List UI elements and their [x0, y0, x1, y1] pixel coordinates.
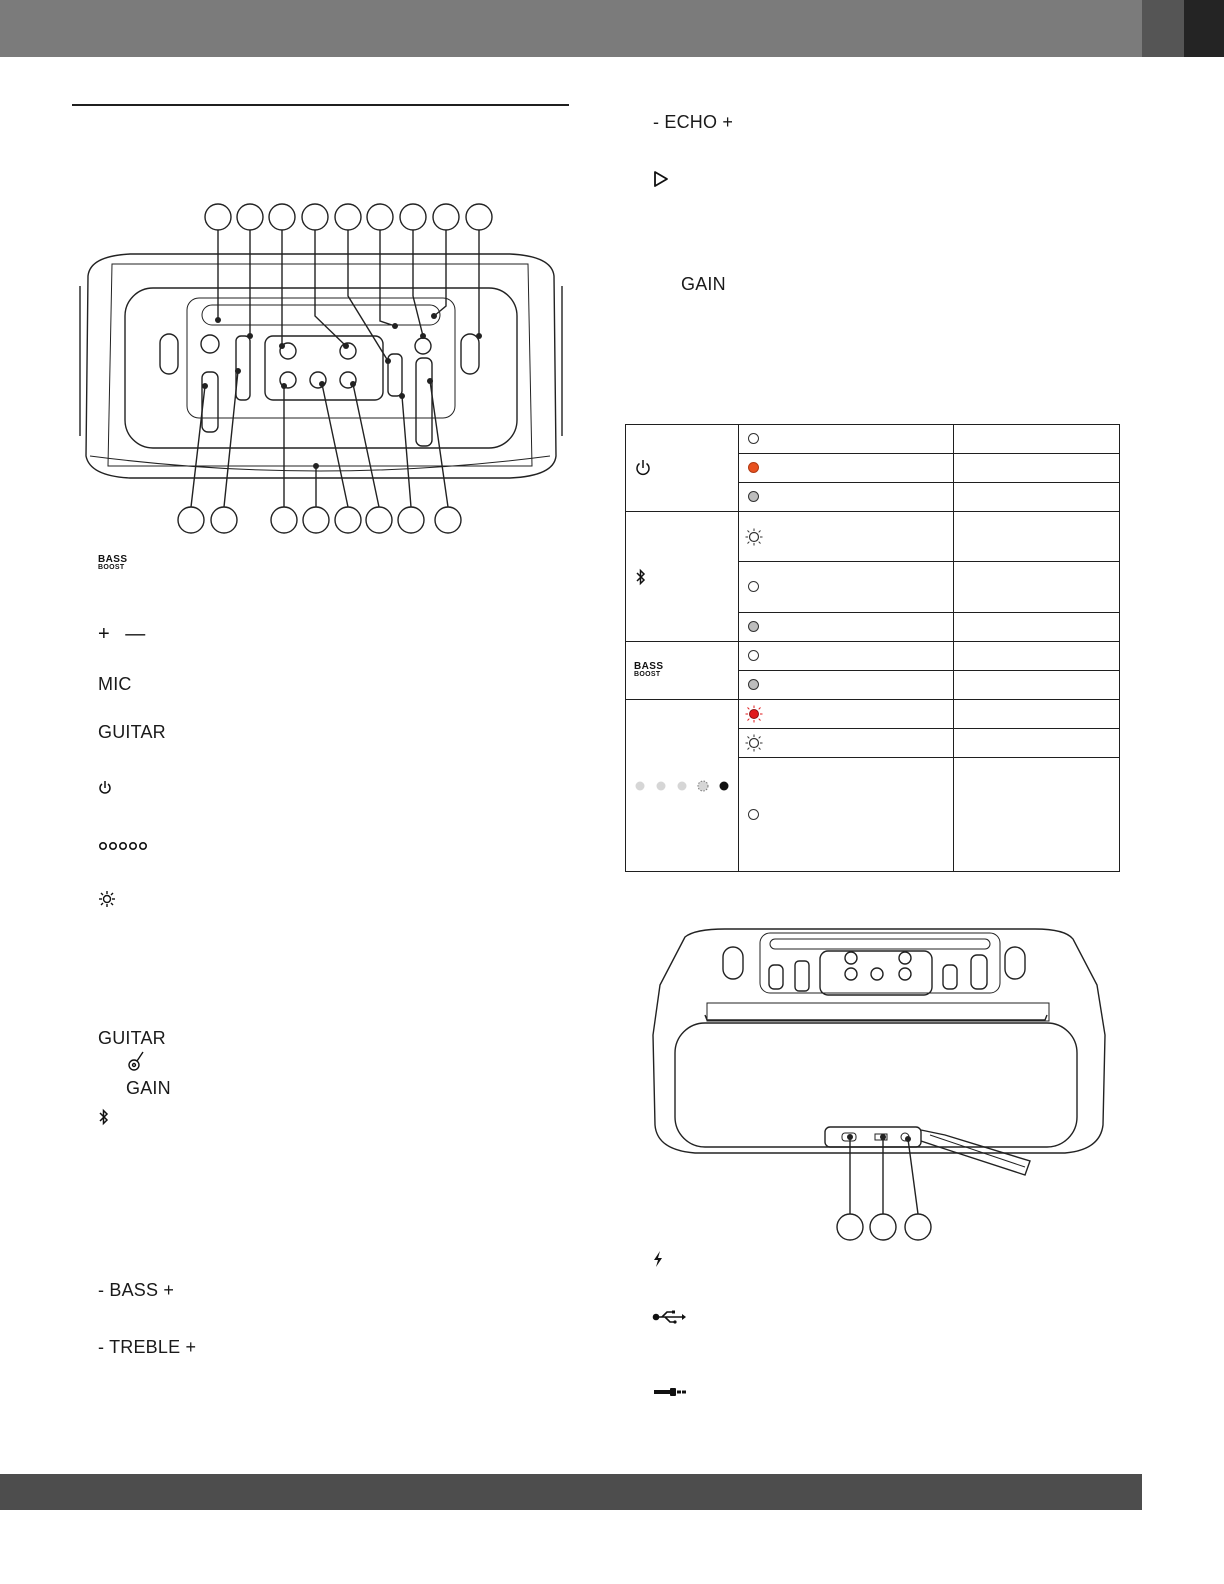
callout-circles-bottom [178, 507, 461, 533]
bluetooth-icon [98, 1108, 110, 1126]
header-tab [1142, 0, 1184, 57]
usb-icon [652, 1310, 686, 1324]
echo-label: - ECHO + [653, 112, 734, 132]
five-level-dots-icon [634, 779, 730, 793]
speaker-back-view-illustration [645, 925, 1110, 1245]
bass-label: - BASS + [98, 1280, 175, 1300]
led-white-dot [748, 581, 759, 592]
led-status-table [625, 424, 1120, 872]
volume-minus-icon: — [125, 623, 146, 645]
power-led-cell [626, 425, 739, 512]
charge-icon [652, 1250, 664, 1268]
aux-icon [652, 1386, 688, 1398]
led-white-dot [748, 809, 759, 820]
bass-boost-led-cell [626, 642, 739, 700]
light-level-led-cell [626, 700, 739, 872]
bass-boost-logo [634, 660, 738, 679]
led-white-sun-icon [745, 734, 763, 752]
led-orange-dot [748, 462, 759, 473]
volume-plus-icon: + [98, 623, 110, 645]
section-rule [72, 104, 569, 106]
led-grey-dot [748, 679, 759, 690]
five-dots-icon [98, 840, 150, 852]
volume-icons [98, 623, 145, 646]
light-icon [98, 890, 116, 908]
gain-label-left: GAIN [126, 1078, 171, 1098]
speaker-top-view-illustration [70, 196, 570, 541]
bluetooth-led-cell [626, 512, 739, 642]
treble-label: - TREBLE + [98, 1337, 197, 1357]
bass-boost-logo [98, 556, 127, 572]
bluetooth-icon [635, 568, 647, 586]
led-white-dot [748, 650, 759, 661]
guitar-label: GUITAR [98, 722, 166, 742]
bass-boost-logo-line1: BASS [98, 554, 128, 565]
led-grey-dot [748, 491, 759, 502]
power-icon [635, 459, 651, 477]
guitar-label-2: GUITAR [98, 1028, 166, 1048]
led-grey-dot [748, 621, 759, 632]
led-red-sun-icon [745, 705, 763, 723]
header-tab-dark [1184, 0, 1224, 57]
header-band [0, 0, 1142, 57]
led-white-sun-icon [745, 528, 763, 546]
bass-boost-logo-line1: BASS [634, 660, 664, 672]
callout-circles-top [205, 204, 492, 230]
play-icon [653, 170, 669, 188]
mic-label: MIC [98, 674, 132, 694]
bass-boost-logo-line2: BOOST [634, 670, 661, 678]
footer-band [0, 1474, 1142, 1510]
guitar-icon [127, 1050, 145, 1072]
led-white-dot [748, 433, 759, 444]
bass-boost-logo-line2: BOOST [98, 564, 125, 571]
gain-label-right: GAIN [681, 274, 726, 294]
power-icon [98, 780, 112, 796]
